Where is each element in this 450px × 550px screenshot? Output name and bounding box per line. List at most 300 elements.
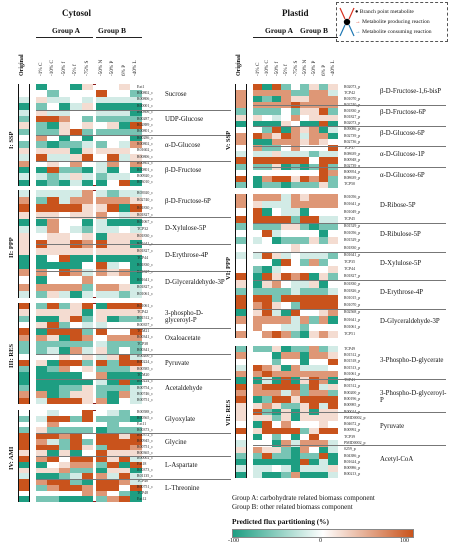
metabolite-label: L-Threonine xyxy=(165,484,200,492)
reaction-id: TCM20 xyxy=(137,373,150,378)
panel-title-plastid: Plastid xyxy=(282,8,309,18)
column-header-original-plastid: Original xyxy=(236,54,242,76)
reaction-id: R01056_p xyxy=(344,231,361,236)
reaction-id: R00746_c xyxy=(137,392,153,397)
group-a-underline-plastid xyxy=(253,37,300,38)
heat-cell xyxy=(119,180,131,187)
heat-cell xyxy=(36,398,48,405)
heat-cell-original xyxy=(19,226,29,233)
metabolite-label: β-D-Glucose-6P xyxy=(380,130,425,137)
metabolite-separator xyxy=(253,223,446,224)
reaction-id: TCP49 xyxy=(344,346,356,351)
reaction-id: R02568_p xyxy=(344,310,361,315)
column-header-a-4-cytosol: -75% S xyxy=(83,60,90,76)
metabolite-separator xyxy=(36,110,231,111)
heat-cell-original xyxy=(19,269,29,276)
reaction-id: R01529_p xyxy=(344,223,361,228)
metabolite-label: Sucrose xyxy=(165,90,187,98)
reaction-id: R01826_p xyxy=(344,288,361,293)
reaction-id: R00196_p xyxy=(344,396,361,401)
metabolite-label: α-D-Glucose-6P xyxy=(380,171,425,179)
heat-cell xyxy=(107,496,119,502)
heat-cell-original xyxy=(236,316,246,323)
reaction-id: R04386_p xyxy=(344,453,361,458)
reaction-id: R01641_p xyxy=(344,252,361,257)
reaction-id: R01061_p xyxy=(344,324,361,329)
heat-cell xyxy=(70,291,82,298)
heat-cell-original xyxy=(236,230,246,237)
group-b-underline-plastid xyxy=(300,37,338,38)
heat-cell xyxy=(319,331,329,338)
reaction-id: R01061_p xyxy=(344,371,361,376)
reaction-id: R00806_c xyxy=(137,110,153,115)
column-header-a-0-cytosol: -1% C xyxy=(38,62,44,76)
reaction-id: R00372_c xyxy=(137,433,153,438)
reaction-id: TCP45 xyxy=(344,216,356,221)
metabolite-separator xyxy=(253,309,446,310)
reaction-id: TCP39 xyxy=(344,434,356,439)
heat-cell-original xyxy=(19,204,29,211)
heat-cell xyxy=(319,472,329,478)
section-label-4: V: SSP xyxy=(225,130,232,150)
metabolite-label: D-Glyceraldehyde-3P xyxy=(380,317,440,325)
metabolite-label: L-Aspartate xyxy=(165,461,198,469)
reaction-id: R02889_c xyxy=(137,122,153,127)
heat-cell-original xyxy=(236,273,246,280)
heat-cell xyxy=(309,331,319,338)
column-header-a-1-plastid: -10% C xyxy=(264,60,271,76)
metabolite-label: Glyoxylate xyxy=(165,415,196,423)
heat-cell xyxy=(309,182,319,188)
column-header-a-2-plastid: -50% f xyxy=(273,61,280,76)
group-a-underline-cytosol xyxy=(36,37,93,38)
heat-cell xyxy=(59,291,71,298)
heat-cell xyxy=(70,398,82,405)
group-b-label-cytosol: Group B xyxy=(98,26,126,35)
reaction-id: R00986_p xyxy=(344,466,361,471)
reaction-id: R02736_p xyxy=(344,139,361,144)
reaction-id: R01830_p xyxy=(344,281,361,286)
reaction-id: R01070_p xyxy=(344,303,361,308)
reaction-id: TCP51 xyxy=(344,331,356,336)
reaction-id: R01049_p xyxy=(344,209,361,214)
metabolite-label: D-Ribulose-5P xyxy=(380,231,421,239)
heat-cell xyxy=(328,472,338,478)
scale-title: Predicted flux partitioning xyxy=(232,517,315,526)
metabolite-separator xyxy=(253,252,446,253)
reaction-id: R02739_p xyxy=(344,164,361,169)
heat-cell-original xyxy=(236,244,246,251)
reaction-id: R00751_c xyxy=(137,444,153,449)
heat-cell xyxy=(96,398,108,405)
metabolite-label: D-Xylulose-5P xyxy=(380,260,422,267)
heat-cell-original xyxy=(19,284,29,291)
reaction-id: R00801_c xyxy=(137,129,153,134)
heat-cell-original xyxy=(236,194,246,201)
group-a-description: Group A: carbohydrate related biomass component xyxy=(232,494,375,502)
heat-cell xyxy=(253,182,263,188)
heat-cell xyxy=(272,182,282,188)
group-legend xyxy=(232,494,422,511)
metabolite-label: Acetaldehyde xyxy=(165,385,203,393)
heat-cell xyxy=(82,291,94,298)
reaction-id: R00985_p xyxy=(344,403,361,408)
metabolite-label: Glycine xyxy=(165,438,187,446)
heat-cell-original xyxy=(236,252,246,259)
reaction-id: R00948_p xyxy=(344,157,361,162)
heat-cell xyxy=(272,331,282,338)
metabolite-separator xyxy=(36,379,231,380)
reaction-id: R01061_c xyxy=(137,303,153,308)
heat-cell xyxy=(291,182,301,188)
heat-cell xyxy=(36,496,48,502)
reaction-id: Ext18 xyxy=(137,462,147,467)
section-label-5: VI: PPP xyxy=(225,257,232,280)
heat-cell xyxy=(59,496,71,502)
reaction-id: R00945_c xyxy=(137,439,153,444)
reaction-id: R01827_p xyxy=(344,115,361,120)
metabolite-separator xyxy=(253,146,446,147)
heat-cell-original xyxy=(236,280,246,287)
reaction-id: R01827_c xyxy=(137,284,153,289)
key-consuming xyxy=(355,29,432,35)
heat-cell-original xyxy=(236,237,246,244)
reaction-id: R00954_p xyxy=(344,170,361,175)
branch-point-icon: ● xyxy=(355,9,359,15)
reaction-id: R00014_p xyxy=(344,409,361,414)
heat-cell-original xyxy=(19,262,29,269)
metabolite-label: Pyruvate xyxy=(165,360,190,368)
heat-cell-original xyxy=(236,331,246,338)
column-header-b-1-plastid: -50% P xyxy=(311,60,318,76)
metabolite-label: 3-Phospho-D-glycerate xyxy=(380,356,444,364)
heat-cell-original xyxy=(19,255,29,262)
reaction-id: R01067_c xyxy=(137,219,153,224)
reaction-id: R00806_c xyxy=(137,97,153,102)
heat-cell xyxy=(291,472,301,478)
heat-cell xyxy=(47,398,59,405)
heat-cell xyxy=(309,472,319,478)
column-header-b-0-plastid: -50% N xyxy=(302,59,308,76)
branch-diagram-icon xyxy=(337,3,357,41)
reaction-id: TCP44 xyxy=(344,267,356,272)
reaction-id: R03010_c xyxy=(137,180,153,185)
heat-cell-original xyxy=(236,288,246,295)
reaction-id: R01070_p xyxy=(344,96,361,101)
key-consuming-label: Metabolite consuming reaction xyxy=(362,29,432,35)
heat-cell xyxy=(59,398,71,405)
group-b-description: Group B: other related biomass component xyxy=(232,503,353,511)
heat-cell xyxy=(119,398,131,405)
metabolite-separator xyxy=(36,456,231,457)
metabolite-separator xyxy=(36,135,231,136)
reaction-id: R00200_c xyxy=(137,354,153,359)
group-a-label-cytosol: Group A xyxy=(52,26,80,35)
reaction-id: R01513_p xyxy=(344,365,361,370)
reaction-id: R00992_p xyxy=(344,428,361,433)
metabolite-label: Oxaloacetate xyxy=(165,334,201,342)
reaction-id: TCP40 xyxy=(137,479,149,484)
metabolite-label: α-D-Glucose xyxy=(165,141,201,149)
reaction-id: R01056_p xyxy=(344,195,361,200)
metabolite-label: β-D-Fructose-6P xyxy=(380,109,426,117)
reaction-id: R00751_c xyxy=(137,485,153,490)
consuming-arrow-icon: → xyxy=(355,29,361,35)
column-header-a-1-cytosol: -10% C xyxy=(49,60,56,76)
reaction-id: R01830_c xyxy=(137,263,153,268)
reaction-id: R01602_c xyxy=(137,148,153,153)
heat-cell xyxy=(47,496,59,502)
column-header-a-0-plastid: -1% C xyxy=(255,62,261,76)
column-header-a-4-plastid: -75% S xyxy=(292,60,299,76)
reaction-id: R01518_p xyxy=(344,359,361,364)
key-producing-label: Metabolite producing reaction xyxy=(362,19,430,25)
reaction-id: TCP42 xyxy=(344,90,356,95)
heat-cell-original xyxy=(236,201,246,208)
reaction-id: R02740_p xyxy=(344,102,361,107)
heat-cell-original xyxy=(19,248,29,255)
metabolite-separator xyxy=(36,161,231,162)
heat-cell-original xyxy=(19,240,29,247)
reaction-id: R01830_p xyxy=(344,245,361,250)
reaction-id: R00806_c xyxy=(137,154,153,159)
reaction-id: R03920_c xyxy=(137,191,153,196)
heat-cell xyxy=(107,398,119,405)
group-b-label-plastid: Group B xyxy=(300,26,328,35)
reaction-id: R00357_c xyxy=(137,322,153,327)
metabolite-label: UDP-Glucose xyxy=(165,116,204,124)
metabolite-label: α-D-Glucose-1P xyxy=(380,150,425,158)
metabolite-separator xyxy=(36,354,231,355)
heat-cell xyxy=(119,496,131,502)
metabolite-separator xyxy=(253,167,446,168)
section-label-2: III: RES xyxy=(8,343,15,368)
color-scale-bar xyxy=(232,529,414,538)
heat-cell-original xyxy=(19,212,29,219)
reaction-id: R02740_c xyxy=(137,198,153,203)
reaction-id: R08639_p xyxy=(344,176,361,181)
key-producing xyxy=(355,19,430,25)
reaction-id: R00365_c xyxy=(137,450,153,455)
heat-cell xyxy=(96,496,108,502)
heat-cell xyxy=(70,180,82,187)
heat-cell-original xyxy=(19,197,29,204)
reaction-id: R00373_c xyxy=(137,467,153,472)
reaction-id: R01015_p xyxy=(344,295,361,300)
reaction-id: R01641_p xyxy=(344,317,361,322)
section-label-0: I: SSP xyxy=(8,131,15,149)
reaction-id: R00801_c xyxy=(137,167,153,172)
heat-cell-original xyxy=(236,223,246,230)
scale-tick-max: 100 xyxy=(400,538,409,544)
reaction-id: R08639_p xyxy=(344,151,361,156)
reaction-id: 0259_p xyxy=(344,447,356,452)
reaction-id: R00224_c xyxy=(137,379,153,384)
metabolite-separator xyxy=(253,445,446,446)
reaction-id: Ext1 xyxy=(137,84,145,89)
reaction-id: TCP42 xyxy=(137,309,149,314)
heat-cell xyxy=(82,496,94,502)
reaction-id: R01624_p xyxy=(344,459,361,464)
reaction-id: R01512_p xyxy=(344,384,361,389)
heat-cell-original xyxy=(236,302,246,309)
reaction-id: R01529_p xyxy=(344,238,361,243)
reaction-id: R00341_c xyxy=(137,347,153,352)
metabolite-label: Acetyl-CoA xyxy=(380,455,414,463)
reaction-id: R01061_c xyxy=(137,291,153,296)
column-header-a-3-plastid: -5% f xyxy=(283,64,290,76)
reaction-id: TCP38 xyxy=(137,341,149,346)
scale-unit: (%) xyxy=(316,517,329,526)
reaction-id: R04672_p xyxy=(344,422,361,427)
reaction-id: R00920_c xyxy=(137,173,153,178)
reaction-id: R01830_p xyxy=(344,109,361,114)
heat-cell-original xyxy=(19,219,29,226)
reaction-id: R00588_c xyxy=(137,410,153,415)
reaction-id: R00373_c xyxy=(137,427,153,432)
metabolite-label: β-D-Fructose xyxy=(165,167,202,175)
reaction-id: R00287_c xyxy=(137,116,153,121)
key-branch-label: Branch point metabolite xyxy=(359,9,414,15)
column-header-a-3-cytosol: -5% f xyxy=(72,64,79,76)
column-header-b-3-cytosol: -40% L xyxy=(132,60,139,76)
reaction-id: R01827_p xyxy=(344,274,361,279)
reaction-id: R00802_c xyxy=(137,91,153,96)
reaction-id: TCP35 xyxy=(344,259,356,264)
reaction-id: R00001_c xyxy=(137,103,153,108)
column-header-a-2-cytosol: -50% f xyxy=(60,61,67,76)
producing-arrow-icon: → xyxy=(355,19,361,25)
metabolite-separator xyxy=(36,479,231,480)
reaction-id: PMID0002_p xyxy=(344,415,366,420)
reaction-id: R01641_c xyxy=(137,277,153,282)
reaction-id: R01830_c xyxy=(137,205,153,210)
reaction-id: PMID0002_p xyxy=(344,440,366,445)
reaction-id: R00754_c xyxy=(137,385,153,390)
heat-cell xyxy=(300,472,310,478)
heat-cell xyxy=(96,180,108,187)
heat-cell-original xyxy=(236,472,246,478)
heat-cell-original xyxy=(236,182,246,188)
heat-cell xyxy=(119,291,131,298)
heat-cell-original xyxy=(19,190,29,197)
heat-cell xyxy=(107,291,119,298)
reaction-id: R01512_c xyxy=(137,316,153,321)
heat-cell xyxy=(253,331,263,338)
heat-cell xyxy=(36,180,48,187)
reaction-id: R00585_c xyxy=(137,366,153,371)
metabolite-label: 3-phospho-D-glyceroyl-P xyxy=(165,309,204,324)
reaction-id: R02073_p xyxy=(344,121,361,126)
reaction-id: R01827_c xyxy=(137,270,153,275)
metabolite-label: Pyruvate xyxy=(380,422,405,430)
heat-cell-original xyxy=(19,233,29,240)
heat-cell xyxy=(47,180,59,187)
metabolite-label: D-Ribose-5P xyxy=(380,202,416,210)
column-header-b-0-cytosol: -50% N xyxy=(98,59,104,76)
metabolite-label: D-Erythrose-4P xyxy=(165,251,209,259)
heat-cell xyxy=(70,496,82,502)
heat-cell-original xyxy=(19,496,29,502)
reaction-id: TCP37 xyxy=(344,145,356,150)
metabolite-separator xyxy=(253,280,446,281)
metabolite-separator xyxy=(253,126,446,127)
group-b-underline-cytosol xyxy=(96,37,142,38)
reaction-id: TCP50 xyxy=(344,182,356,187)
heat-cell xyxy=(96,291,108,298)
reaction-id: R01641_c xyxy=(137,241,153,246)
reaction-id: R01512_p xyxy=(344,352,361,357)
reaction-id: R02073_p xyxy=(344,84,361,89)
heat-cell xyxy=(272,472,282,478)
heat-cell xyxy=(328,331,338,338)
heat-cell xyxy=(253,472,263,478)
heat-cell xyxy=(262,182,272,188)
heat-cell xyxy=(59,180,71,187)
reaction-id: R00213_p xyxy=(344,472,361,477)
heat-cell-original xyxy=(236,208,246,215)
heat-cell xyxy=(36,291,48,298)
column-header-b-2-cytosol: 6% P xyxy=(120,64,127,76)
heat-cell-original xyxy=(19,180,29,186)
reaction-id: TCM21 xyxy=(137,328,150,333)
group-a-label-plastid: Group A xyxy=(265,26,293,35)
reaction-id: R00802_c xyxy=(137,142,153,147)
reaction-id: TCP48 xyxy=(137,490,149,495)
scale-tick-mid: 0 xyxy=(319,538,322,544)
heat-cell xyxy=(82,180,94,187)
section-label-6: VII: RES xyxy=(225,399,232,426)
heat-cell xyxy=(281,331,291,338)
reaction-id: R00286_c xyxy=(137,135,153,140)
reaction-id: Ext12 xyxy=(137,496,147,501)
heat-cell xyxy=(291,331,301,338)
scale-tick-min: -100 xyxy=(228,538,239,544)
color-scale-legend xyxy=(228,517,422,544)
reaction-id: R00565_c xyxy=(137,416,153,421)
section-label-3: IV: AMI xyxy=(8,446,15,470)
metabolite-separator xyxy=(36,328,231,329)
heat-cell xyxy=(82,398,94,405)
metabolite-label: β-D-Fructose-6P xyxy=(165,197,211,205)
reaction-id: R00341_c xyxy=(137,335,153,340)
heat-cell-original xyxy=(19,276,29,283)
reaction-id: R01641_p xyxy=(344,202,361,207)
metabolite-label: D-Erythrose-4P xyxy=(380,288,424,296)
reaction-id: TCP32 xyxy=(137,227,149,232)
heat-cell xyxy=(328,182,338,188)
metabolite-separator xyxy=(36,217,231,218)
metabolite-label: D-Xylulose-5P xyxy=(165,224,207,232)
heat-cell xyxy=(107,180,119,187)
reaction-id: R00224_c xyxy=(137,360,153,365)
reaction-id: R09086_p xyxy=(344,127,361,132)
metabolite-label: D-Glyceraldehyde-3P xyxy=(165,278,225,286)
reaction-id: TCP44 xyxy=(137,255,149,260)
heat-cell xyxy=(300,331,310,338)
section-label-1: II: PPP xyxy=(8,237,15,258)
heat-cell xyxy=(262,472,272,478)
reaction-id: R00002_c xyxy=(137,456,153,461)
panel-title-cytosol: Cytosol xyxy=(62,8,91,18)
heat-cell xyxy=(262,331,272,338)
key-branch xyxy=(355,9,414,15)
column-header-b-3-plastid: -40% L xyxy=(330,60,337,76)
column-header-b-2-plastid: 6% P xyxy=(320,64,327,76)
reaction-id: R00200_p xyxy=(344,390,361,395)
heat-cell xyxy=(281,182,291,188)
heat-cell-original xyxy=(19,398,29,404)
